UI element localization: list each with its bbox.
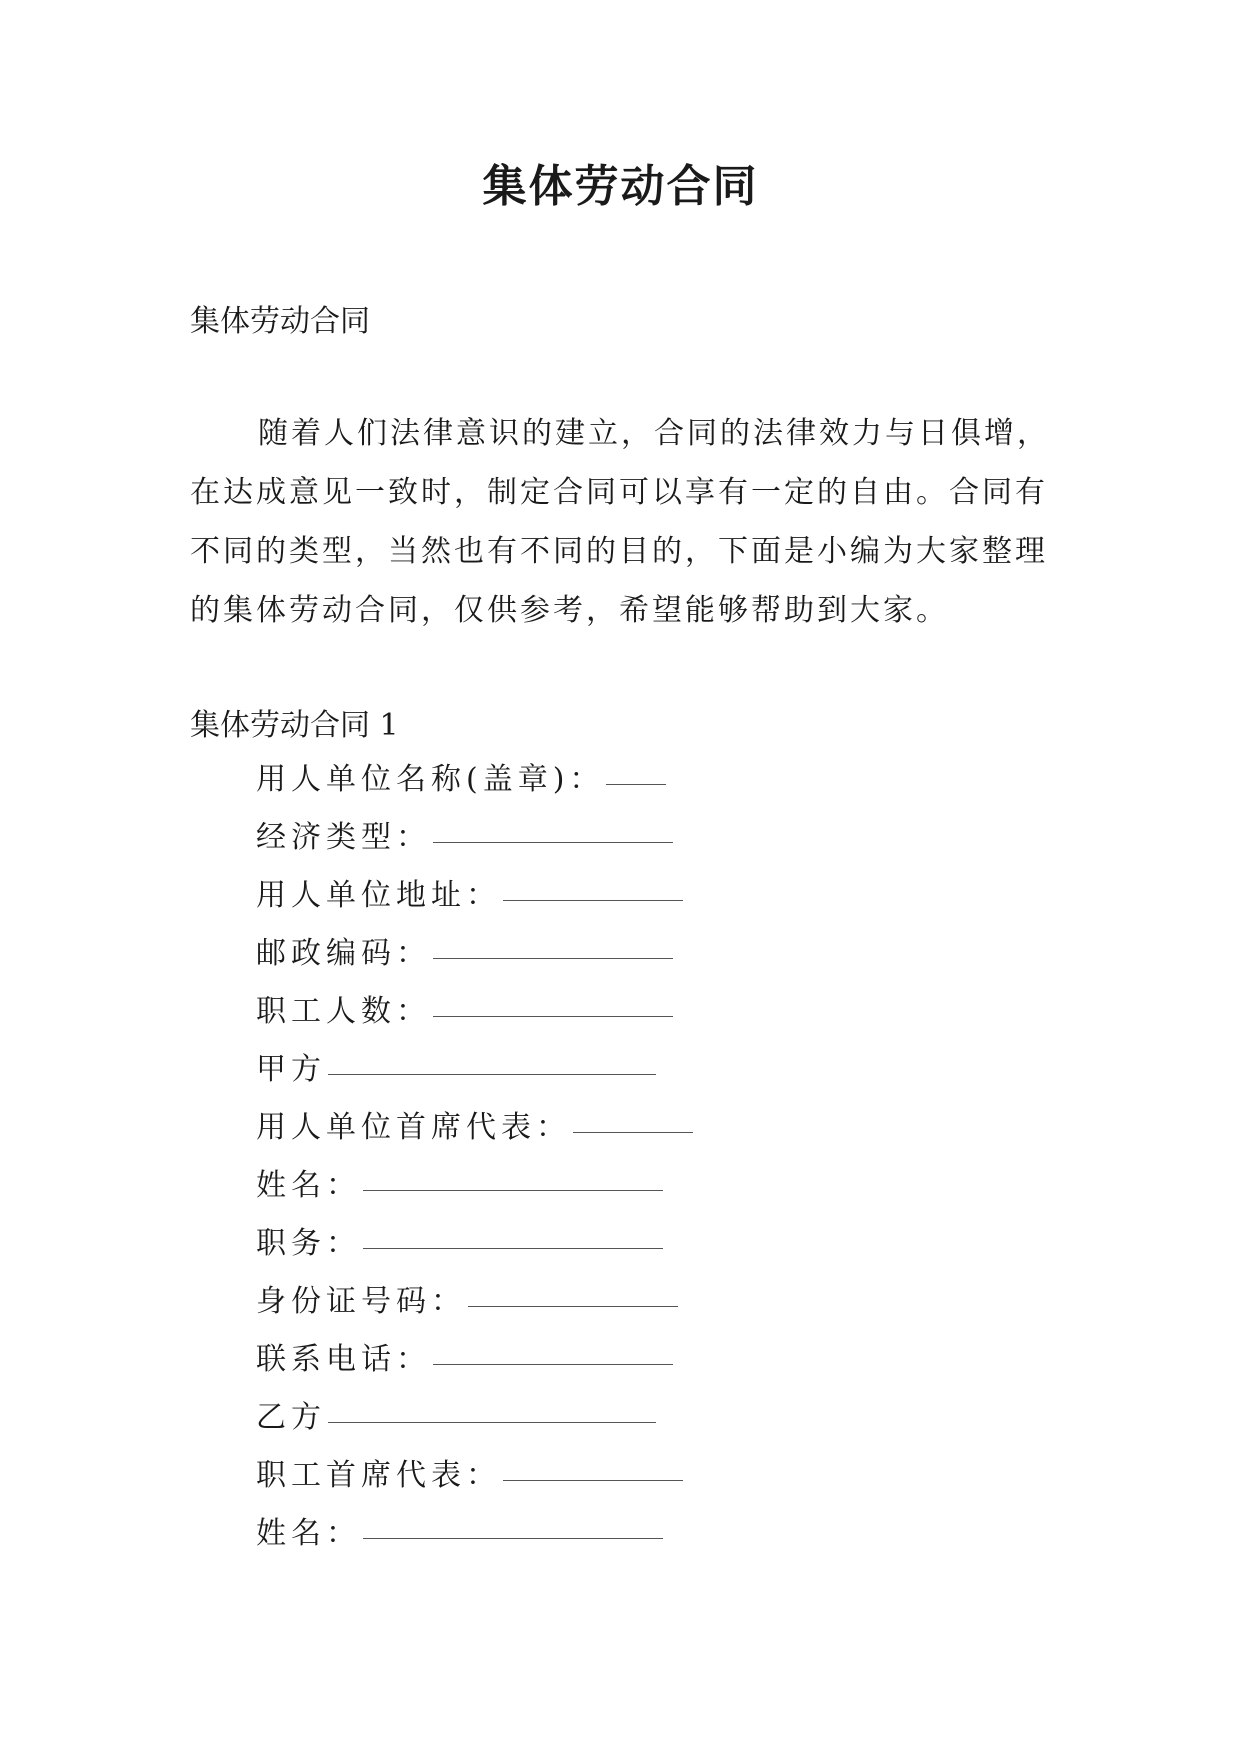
section-heading: 集体劳动合同 1 bbox=[190, 708, 399, 743]
form-field-blank[interactable] bbox=[433, 928, 673, 959]
form-field-label: 职工人数： bbox=[256, 994, 431, 1029]
form-field-label: 甲方 bbox=[256, 1052, 326, 1087]
form-field-row bbox=[256, 812, 756, 870]
form-field-label: 姓名： bbox=[256, 1516, 361, 1551]
form-field-blank[interactable] bbox=[433, 812, 673, 843]
form-field-label: 经济类型： bbox=[256, 820, 431, 855]
document-subtitle: 集体劳动合同 bbox=[190, 304, 370, 339]
form-field-blank[interactable] bbox=[433, 1334, 673, 1365]
form-field-blank[interactable] bbox=[363, 1218, 663, 1249]
form-field-row bbox=[256, 1218, 756, 1276]
form-field-blank[interactable] bbox=[363, 1508, 663, 1539]
form-field-blank[interactable] bbox=[363, 1160, 663, 1191]
form-field-blank[interactable] bbox=[328, 1044, 656, 1075]
form-field-row bbox=[256, 1160, 756, 1218]
form-field-label: 职工首席代表： bbox=[256, 1458, 501, 1493]
document-title: 集体劳动合同 bbox=[482, 161, 759, 212]
form-field-label: 用人单位首席代表： bbox=[256, 1110, 571, 1145]
form-field-blank[interactable] bbox=[503, 870, 683, 901]
form-field-label: 乙方 bbox=[256, 1400, 326, 1435]
form-field-row bbox=[256, 870, 756, 928]
form-field-blank[interactable] bbox=[606, 754, 666, 785]
intro-text: 随着人们法律意识的建立，合同的法律效力与日俱增，在达成意见一致时，制定合同可以享有一定的自由。合同有不同的类型，当然也有不同的目的，下面是小编为大家整理的集体劳动合同，仅供参考，希望能够帮助到大家。 bbox=[190, 416, 1050, 628]
form-field-row bbox=[256, 986, 756, 1044]
form-field-blank[interactable] bbox=[328, 1392, 656, 1423]
form-field-blank[interactable] bbox=[503, 1450, 683, 1481]
form-field-row bbox=[256, 1508, 756, 1566]
form-field-row bbox=[256, 1102, 756, 1160]
form-field-row bbox=[256, 1276, 756, 1334]
form-field-row bbox=[256, 754, 756, 812]
form-field-label: 用人单位地址： bbox=[256, 878, 501, 913]
form-field-label: 身份证号码： bbox=[256, 1284, 466, 1319]
form-field-label: 用人单位名称(盖章)： bbox=[256, 762, 605, 797]
form-field-row bbox=[256, 1450, 756, 1508]
form-field-blank[interactable] bbox=[468, 1276, 678, 1307]
form-field-label: 邮政编码： bbox=[256, 936, 431, 971]
form-field-row bbox=[256, 1334, 756, 1392]
form-field-blank[interactable] bbox=[573, 1102, 693, 1133]
form-field-blank[interactable] bbox=[433, 986, 673, 1017]
form-field-label: 职务： bbox=[256, 1226, 361, 1261]
form-field-row bbox=[256, 1392, 756, 1450]
form-field-row bbox=[256, 1044, 756, 1102]
form-fields bbox=[256, 754, 756, 1566]
form-field-row bbox=[256, 928, 756, 986]
form-field-label: 姓名： bbox=[256, 1168, 361, 1203]
intro-paragraph bbox=[190, 404, 1070, 640]
form-field-label: 联系电话： bbox=[256, 1342, 431, 1377]
